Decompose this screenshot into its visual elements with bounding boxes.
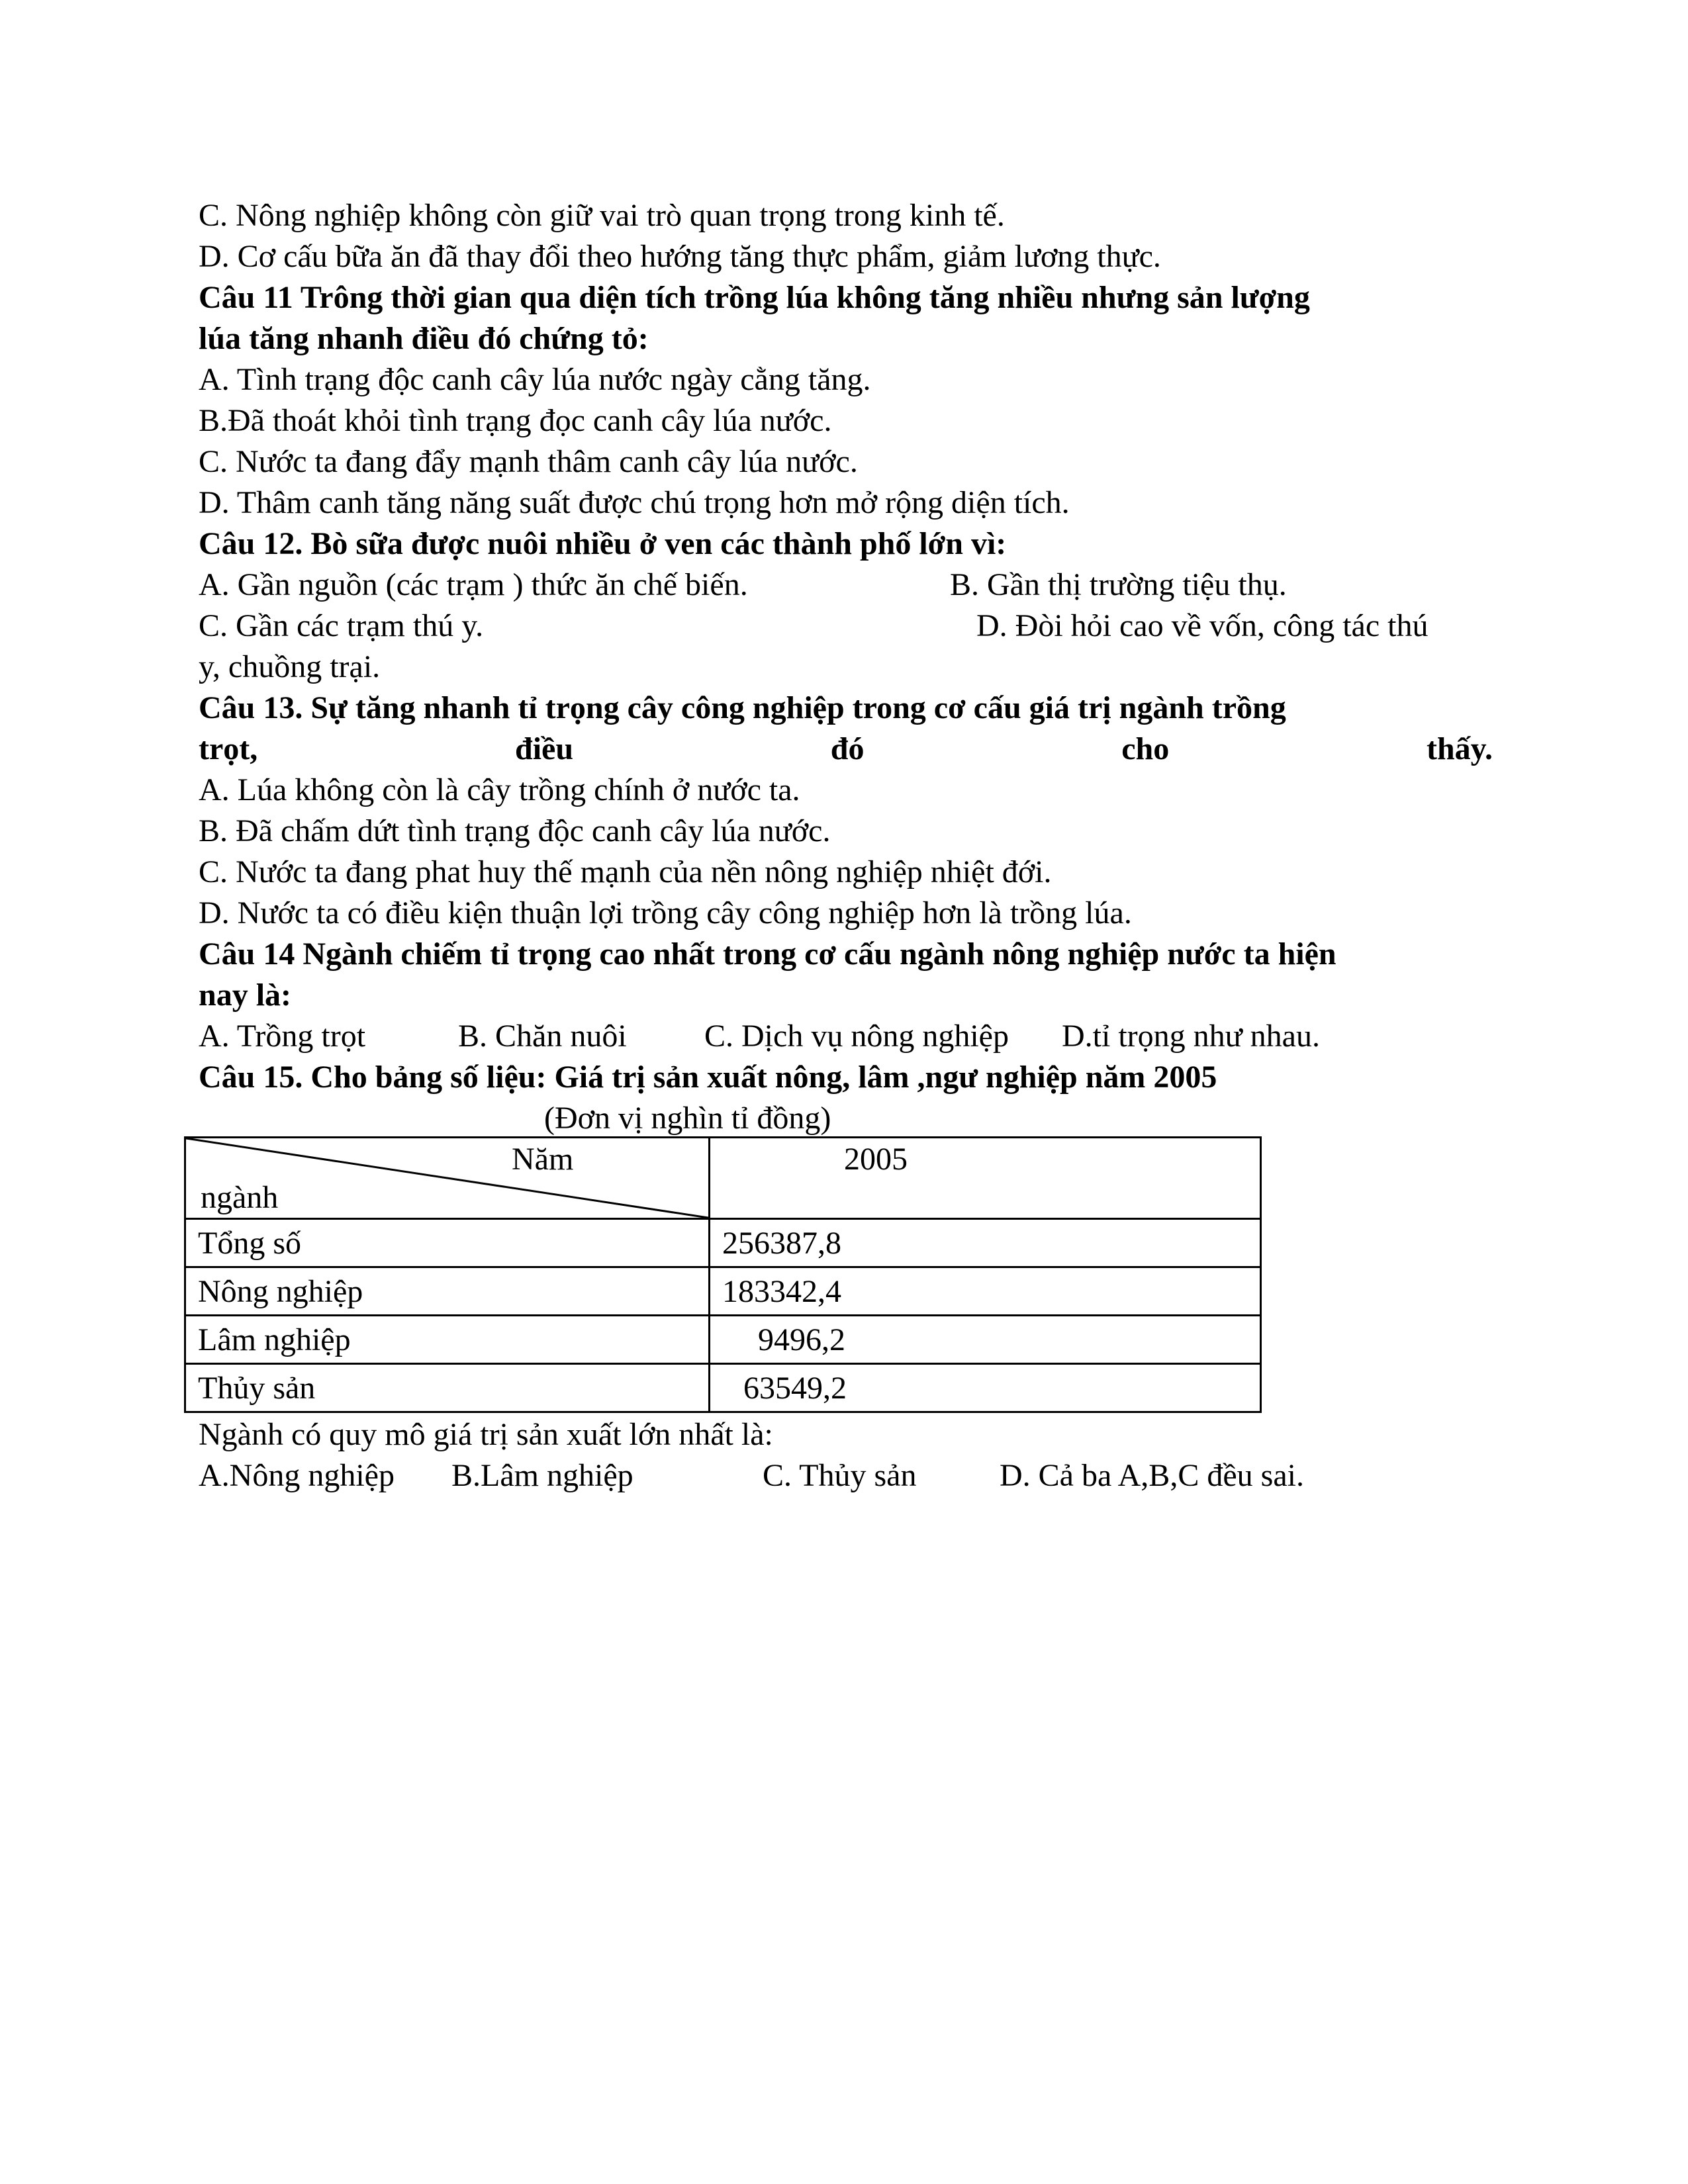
data-table: [184, 1136, 1262, 1413]
q12-options-row2: [199, 606, 1493, 647]
q11-title-line1: Câu 11 Trông thời gian qua diện tích trồng lúa không tăng nhiều nhưng sản lượng: [199, 280, 1310, 315]
q13-title-line1: Câu 13. Sự tăng nhanh tỉ trọng cây công nghiệp trong cơ cấu giá trị ngành trồng: [199, 690, 1286, 725]
q15-option-d: D. Cả ba A,B,C đều sai.: [1000, 1458, 1304, 1493]
table-cell-sector: Nông nghiệp: [185, 1267, 710, 1316]
q13-option-d: D. Nước ta có điều kiện thuận lợi trồng cây công nghiệp hơn là trồng lúa.: [199, 895, 1132, 931]
q14-option-b: B. Chăn nuôi: [458, 1019, 627, 1054]
q13-option-b: B. Đã chấm dứt tình trạng độc canh cây lúa nước.: [199, 813, 831, 848]
table-cell-value: 256387,8: [710, 1219, 1261, 1267]
q15-option-c: C. Thủy sản: [763, 1458, 917, 1493]
table-cell-value: 183342,4: [710, 1267, 1261, 1316]
q14-title-line1: Câu 14 Ngành chiếm tỉ trọng cao nhất trong cơ cấu ngành nông nghiệp nước ta hiện: [199, 936, 1336, 972]
table-header-row: [185, 1138, 1261, 1219]
header-2005-label: 2005: [844, 1142, 908, 1177]
document-page: [199, 195, 1493, 1496]
table-cell-value: 9496,2: [710, 1316, 1261, 1364]
q12-option-a: A. Gần nguồn (các trạm ) thức ăn chế biến.: [199, 567, 748, 602]
q15-option-b: B.Lâm nghiệp: [451, 1458, 633, 1493]
q12-option-c: C. Gần các trạm thú y.: [199, 608, 484, 643]
table-cell-value: 63549,2: [710, 1364, 1261, 1412]
q15-options: [199, 1455, 1493, 1496]
table-header-year-cell: [710, 1138, 1261, 1219]
q15-question: Ngành có quy mô giá trị sản xuất lớn nhất là:: [199, 1417, 773, 1452]
table-row: [185, 1316, 1261, 1364]
q11-title-line2: lúa tăng nhanh điều đó chứng tỏ:: [199, 321, 649, 356]
q12-option-d-part2: y, chuồng trại.: [199, 649, 381, 684]
q12-options-row1: [199, 565, 1493, 606]
q14-option-a: A. Trồng trọt: [199, 1019, 366, 1054]
q11-option-c: C. Nước ta đang đẩy mạnh thâm canh cây lúa nước.: [199, 444, 858, 479]
table-cell-sector: Thủy sản: [185, 1364, 710, 1412]
q15-title: Câu 15. Cho bảng số liệu: Giá trị sản xuất nông, lâm ,ngư nghiệp năm 2005: [199, 1060, 1217, 1095]
q14-option-c: C. Dịch vụ nông nghiệp: [704, 1019, 1009, 1054]
q15-unit: (Đơn vị nghìn tỉ đồng): [544, 1101, 831, 1136]
q11-option-d: D. Thâm canh tăng năng suất được chú trọng hơn mở rộng diện tích.: [199, 485, 1070, 520]
q11-option-b: B.Đã thoát khỏi tình trạng đọc canh cây lúa nước.: [199, 403, 832, 438]
table-cell-sector: Lâm nghiệp: [185, 1316, 710, 1364]
option-c-prev: C. Nông nghiệp không còn giữ vai trò quan trọng trong kinh tế.: [199, 198, 1005, 233]
table-row: [185, 1267, 1261, 1316]
table-header-diagonal-cell: [185, 1138, 710, 1219]
table-cell-sector: Tổng số: [185, 1219, 710, 1267]
table-row: [185, 1364, 1261, 1412]
q11-option-a: A. Tình trạng độc canh cây lúa nước ngày cằng tăng.: [199, 362, 871, 397]
q15-option-a: A.Nông nghiệp: [199, 1458, 395, 1493]
q13-option-a: A. Lúa không còn là cây trồng chính ở nước ta.: [199, 772, 800, 807]
q12-title: Câu 12. Bò sữa được nuôi nhiều ở ven các thành phố lớn vì:: [199, 526, 1007, 561]
table-row: [185, 1219, 1261, 1267]
q13-option-c: C. Nước ta đang phat huy thế mạnh của nền nông nghiệp nhiệt đới.: [199, 854, 1052, 889]
q14-option-d: D.tỉ trọng như nhau.: [1062, 1019, 1320, 1054]
q12-option-b: B. Gần thị trường tiệu thụ.: [950, 567, 1287, 602]
q14-title-line2: nay là:: [199, 978, 292, 1013]
header-year-label: Năm: [512, 1142, 574, 1177]
header-sector-label: ngành: [201, 1180, 279, 1215]
q14-options: [199, 1016, 1493, 1057]
q12-option-d-part1: D. Đòi hỏi cao về vốn, công tác thú: [976, 608, 1429, 643]
option-d-prev: D. Cơ cấu bữa ăn đã thay đổi theo hướng tăng thực phẩm, giảm lương thực.: [199, 239, 1161, 274]
q13-title-line2: trọt, điều đó cho thấy.: [199, 731, 1493, 766]
